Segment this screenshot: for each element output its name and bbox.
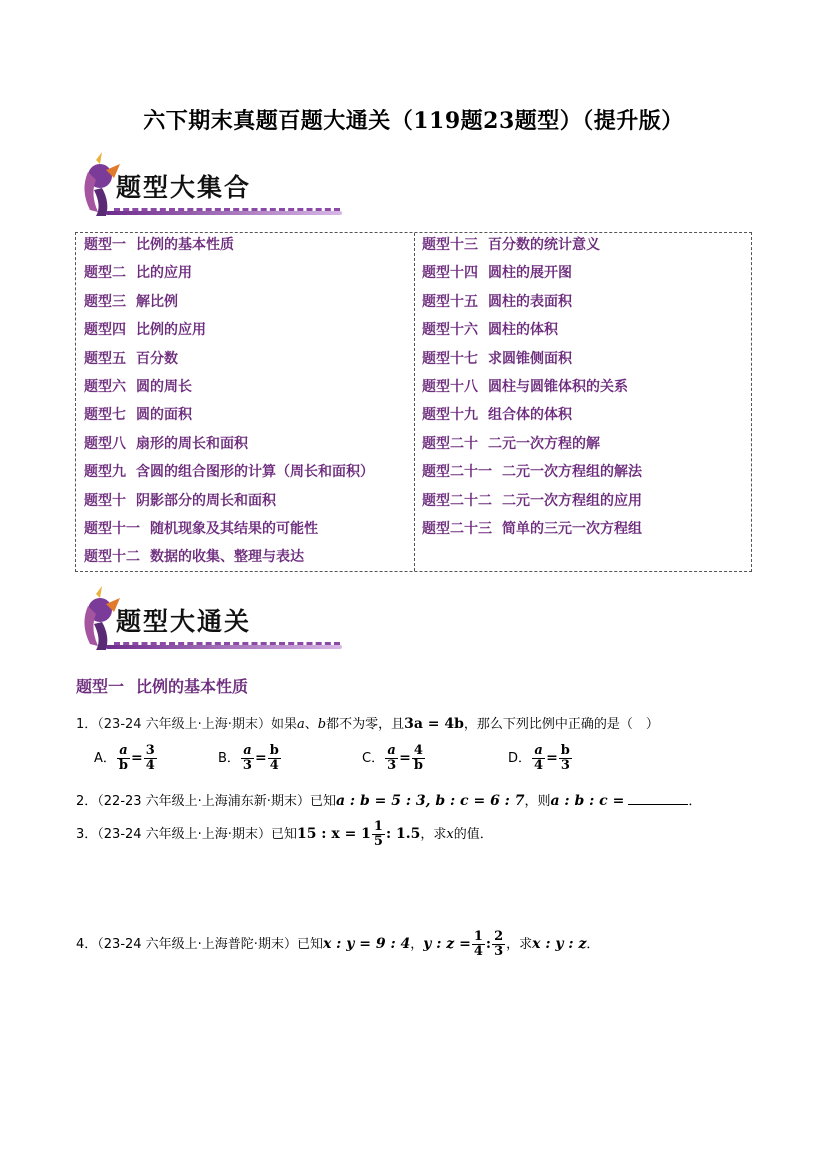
toc-item-number: 题型十六 <box>422 322 478 339</box>
toc-item-number: 题型十一 <box>84 521 140 537</box>
fraction-left <box>117 744 130 773</box>
toc-item[interactable] <box>422 291 572 311</box>
toc-item-number: 题型五 <box>84 350 126 367</box>
question-1 <box>76 713 659 732</box>
option-label: B． <box>218 751 240 766</box>
denominator: b <box>118 758 128 773</box>
question-2 <box>76 790 701 809</box>
numerator: 1 <box>373 819 383 834</box>
question-1-prefix: 1．（23-24 六年级上·上海·期末）如果 <box>76 717 297 732</box>
toc-item[interactable] <box>422 319 558 339</box>
denominator: 4 <box>473 944 483 959</box>
equals-sign: = <box>546 750 558 766</box>
toc-item[interactable] <box>84 262 192 282</box>
numerator: 1 <box>473 929 483 944</box>
toc-item-title: 百分数的统计意义 <box>488 237 600 253</box>
option-b[interactable] <box>218 744 282 773</box>
question-4-prefix: 4．（23-24 六年级上·上海普陀·期末）已知 <box>76 937 323 952</box>
toc-item-title: 二元一次方程组的解法 <box>502 464 642 481</box>
banner-underline <box>106 211 342 215</box>
option-label: D． <box>508 751 532 766</box>
colon: : <box>485 936 492 952</box>
denominator: 3 <box>494 944 504 959</box>
equals-sign: = <box>399 750 411 766</box>
toc-item-number: 题型七 <box>84 407 126 424</box>
option-a[interactable] <box>94 744 158 773</box>
denominator: 5 <box>373 834 383 849</box>
question-1-mid: 都不为零，且 <box>326 717 405 732</box>
question-2-prefix: 2．（22-23 六年级上·上海浦东新·期末）已知 <box>76 794 336 809</box>
question-4-mid: ，求 <box>506 937 533 952</box>
ratio-yz: y : z = <box>423 936 471 952</box>
toc-item-number: 题型八 <box>84 435 126 452</box>
given-ratios: a : b = 5 : 3, b : c = 6 : 7 <box>335 793 525 809</box>
fraction-left <box>385 744 398 773</box>
var-a: a <box>296 717 305 732</box>
option-label: A． <box>94 751 116 766</box>
toc-item-title: 组合体的体积 <box>488 407 572 424</box>
toc-item-title: 二元一次方程组的应用 <box>502 492 642 509</box>
question-3-end: 的值． <box>453 827 493 842</box>
section-heading <box>76 674 248 697</box>
ratio-xy: x : y = 9 : 4 <box>322 936 411 952</box>
toc-item-title: 圆柱的表面积 <box>488 293 572 310</box>
banner-underline <box>106 645 342 649</box>
toc-item-number: 题型三 <box>84 293 126 310</box>
toc-item-title: 二元一次方程的解 <box>488 435 600 452</box>
section-title: 比例的基本性质 <box>136 677 249 696</box>
toc-item-number: 题型十八 <box>422 379 478 395</box>
toc-item[interactable] <box>422 262 572 282</box>
toc-item-number: 题型十七 <box>422 350 478 367</box>
toc-divider <box>414 233 415 571</box>
question-2-mid: ，则 <box>524 794 551 809</box>
proportion-right: : 1.5 <box>385 826 421 842</box>
toc-item[interactable] <box>84 546 304 566</box>
toc-item-number: 题型十二 <box>84 549 140 566</box>
toc-item[interactable] <box>84 234 234 254</box>
toc-item[interactable] <box>422 234 600 254</box>
toc-item-number: 题型二 <box>84 265 126 282</box>
fraction-2 <box>492 930 505 959</box>
toc-item[interactable] <box>84 404 192 424</box>
toc-item-title: 比的应用 <box>136 265 192 282</box>
question-3-suffix: ，求 <box>420 827 447 842</box>
toc-item-title: 数据的收集、整理与表达 <box>150 549 304 566</box>
toc-item[interactable] <box>84 291 178 311</box>
banner-collection-label: 题型大集合 <box>116 173 252 202</box>
toc-item-number: 题型二十 <box>422 435 478 452</box>
denominator: b <box>413 758 423 773</box>
toc-item-title: 求圆锥侧面积 <box>488 350 572 367</box>
denominator: 4 <box>145 758 155 773</box>
document-title: 六下期末真题百题大通关（119题23题型）（提升版） <box>143 108 684 134</box>
toc-item-number: 题型十三 <box>422 237 478 253</box>
section-banner-collection <box>76 150 316 218</box>
option-c[interactable] <box>362 744 426 773</box>
sep: 、 <box>304 717 318 732</box>
question-4-end: ． <box>586 937 600 952</box>
toc-item-number: 题型十 <box>84 492 126 509</box>
equals-sign: = <box>254 750 267 766</box>
question-2-suffix: ． <box>688 794 702 809</box>
topic-table-of-contents <box>75 232 752 572</box>
toc-item-number: 题型十四 <box>422 265 478 282</box>
numerator: a <box>387 743 396 758</box>
toc-item[interactable] <box>422 404 572 424</box>
toc-item[interactable] <box>84 348 178 368</box>
toc-item[interactable] <box>84 376 192 396</box>
denominator: 3 <box>560 758 570 773</box>
toc-item-number: 题型二十三 <box>422 521 492 537</box>
question-3-prefix: 3．（23-24 六年级上·上海·期末）已知 <box>76 827 297 842</box>
section-banner-pass <box>76 584 316 652</box>
equation: 3a = 4b <box>404 716 464 732</box>
mixed-fraction <box>372 820 385 849</box>
toc-item-number: 题型六 <box>84 379 126 395</box>
toc-item-number: 题型一 <box>84 237 126 253</box>
fraction-right <box>559 744 572 773</box>
toc-item-title: 扇形的周长和面积 <box>136 435 248 452</box>
var-b: b <box>317 717 327 732</box>
ask-ratio: x : y : z <box>532 936 587 952</box>
fraction-left <box>241 744 254 773</box>
option-d[interactable] <box>508 744 573 773</box>
toc-item[interactable] <box>422 348 572 368</box>
question-1-suffix: ，那么下列比例中正确的是（ ） <box>463 717 659 732</box>
banner-pass-label: 题型大通关 <box>116 607 252 636</box>
toc-item[interactable] <box>84 518 318 538</box>
toc-item-title: 简单的三元一次方程组 <box>502 521 642 537</box>
var-x: x <box>446 827 454 842</box>
toc-item-title: 随机现象及其结果的可能性 <box>150 521 318 537</box>
numerator: 4 <box>413 743 423 758</box>
numerator: 3 <box>145 743 155 758</box>
numerator: b <box>269 743 279 758</box>
toc-item[interactable] <box>422 433 600 453</box>
fraction-1 <box>472 930 485 959</box>
toc-item-title: 圆柱的体积 <box>488 322 558 339</box>
toc-item-number: 题型十九 <box>422 407 478 424</box>
denominator: 4 <box>534 758 544 773</box>
sep: ， <box>410 937 424 952</box>
numerator: 2 <box>494 929 504 944</box>
ask-ratio: a : b : c = <box>550 793 625 809</box>
toc-item-title: 阴影部分的周长和面积 <box>136 492 276 509</box>
numerator: a <box>243 743 252 758</box>
proportion-left: 15 : x = 1 <box>296 826 371 842</box>
fraction-left <box>532 744 545 773</box>
toc-item-title: 圆柱与圆锥体积的关系 <box>488 379 628 395</box>
fraction-right <box>268 744 281 773</box>
toc-item[interactable] <box>84 319 206 339</box>
toc-item-title: 含圆的组合图形的计算（周长和面积） <box>136 464 374 481</box>
toc-item-number: 题型九 <box>84 464 126 481</box>
denominator: 3 <box>387 758 397 773</box>
toc-item-number: 题型四 <box>84 322 126 339</box>
toc-item[interactable] <box>84 461 374 481</box>
denominator: 3 <box>242 758 252 773</box>
question-3 <box>76 820 493 849</box>
numerator: a <box>534 743 543 758</box>
toc-item[interactable] <box>84 490 276 510</box>
toc-item-number: 题型二十二 <box>422 492 492 509</box>
fraction-right <box>412 744 425 773</box>
toc-item[interactable] <box>422 461 642 481</box>
toc-item-title: 解比例 <box>136 293 178 310</box>
toc-item[interactable] <box>422 490 642 510</box>
fraction-right <box>144 744 157 773</box>
denominator: 4 <box>269 758 279 773</box>
numerator: b <box>560 743 570 758</box>
section-number: 题型一 <box>76 677 125 696</box>
answer-blank[interactable] <box>628 792 688 805</box>
numerator: a <box>119 743 128 758</box>
toc-item-number: 题型十五 <box>422 293 478 310</box>
toc-item-title: 比例的基本性质 <box>136 237 234 253</box>
toc-item-title: 百分数 <box>136 350 178 367</box>
toc-item-title: 圆的周长 <box>136 379 192 395</box>
toc-item[interactable] <box>422 518 642 538</box>
toc-item-number: 题型二十一 <box>422 464 492 481</box>
toc-item-title: 圆柱的展开图 <box>488 265 572 282</box>
toc-item[interactable] <box>422 376 628 396</box>
question-4 <box>76 930 599 959</box>
toc-item-title: 圆的面积 <box>136 407 192 424</box>
toc-item-title: 比例的应用 <box>136 322 206 339</box>
toc-item[interactable] <box>84 433 248 453</box>
option-label: C． <box>362 751 385 766</box>
equals-sign: = <box>131 750 143 766</box>
